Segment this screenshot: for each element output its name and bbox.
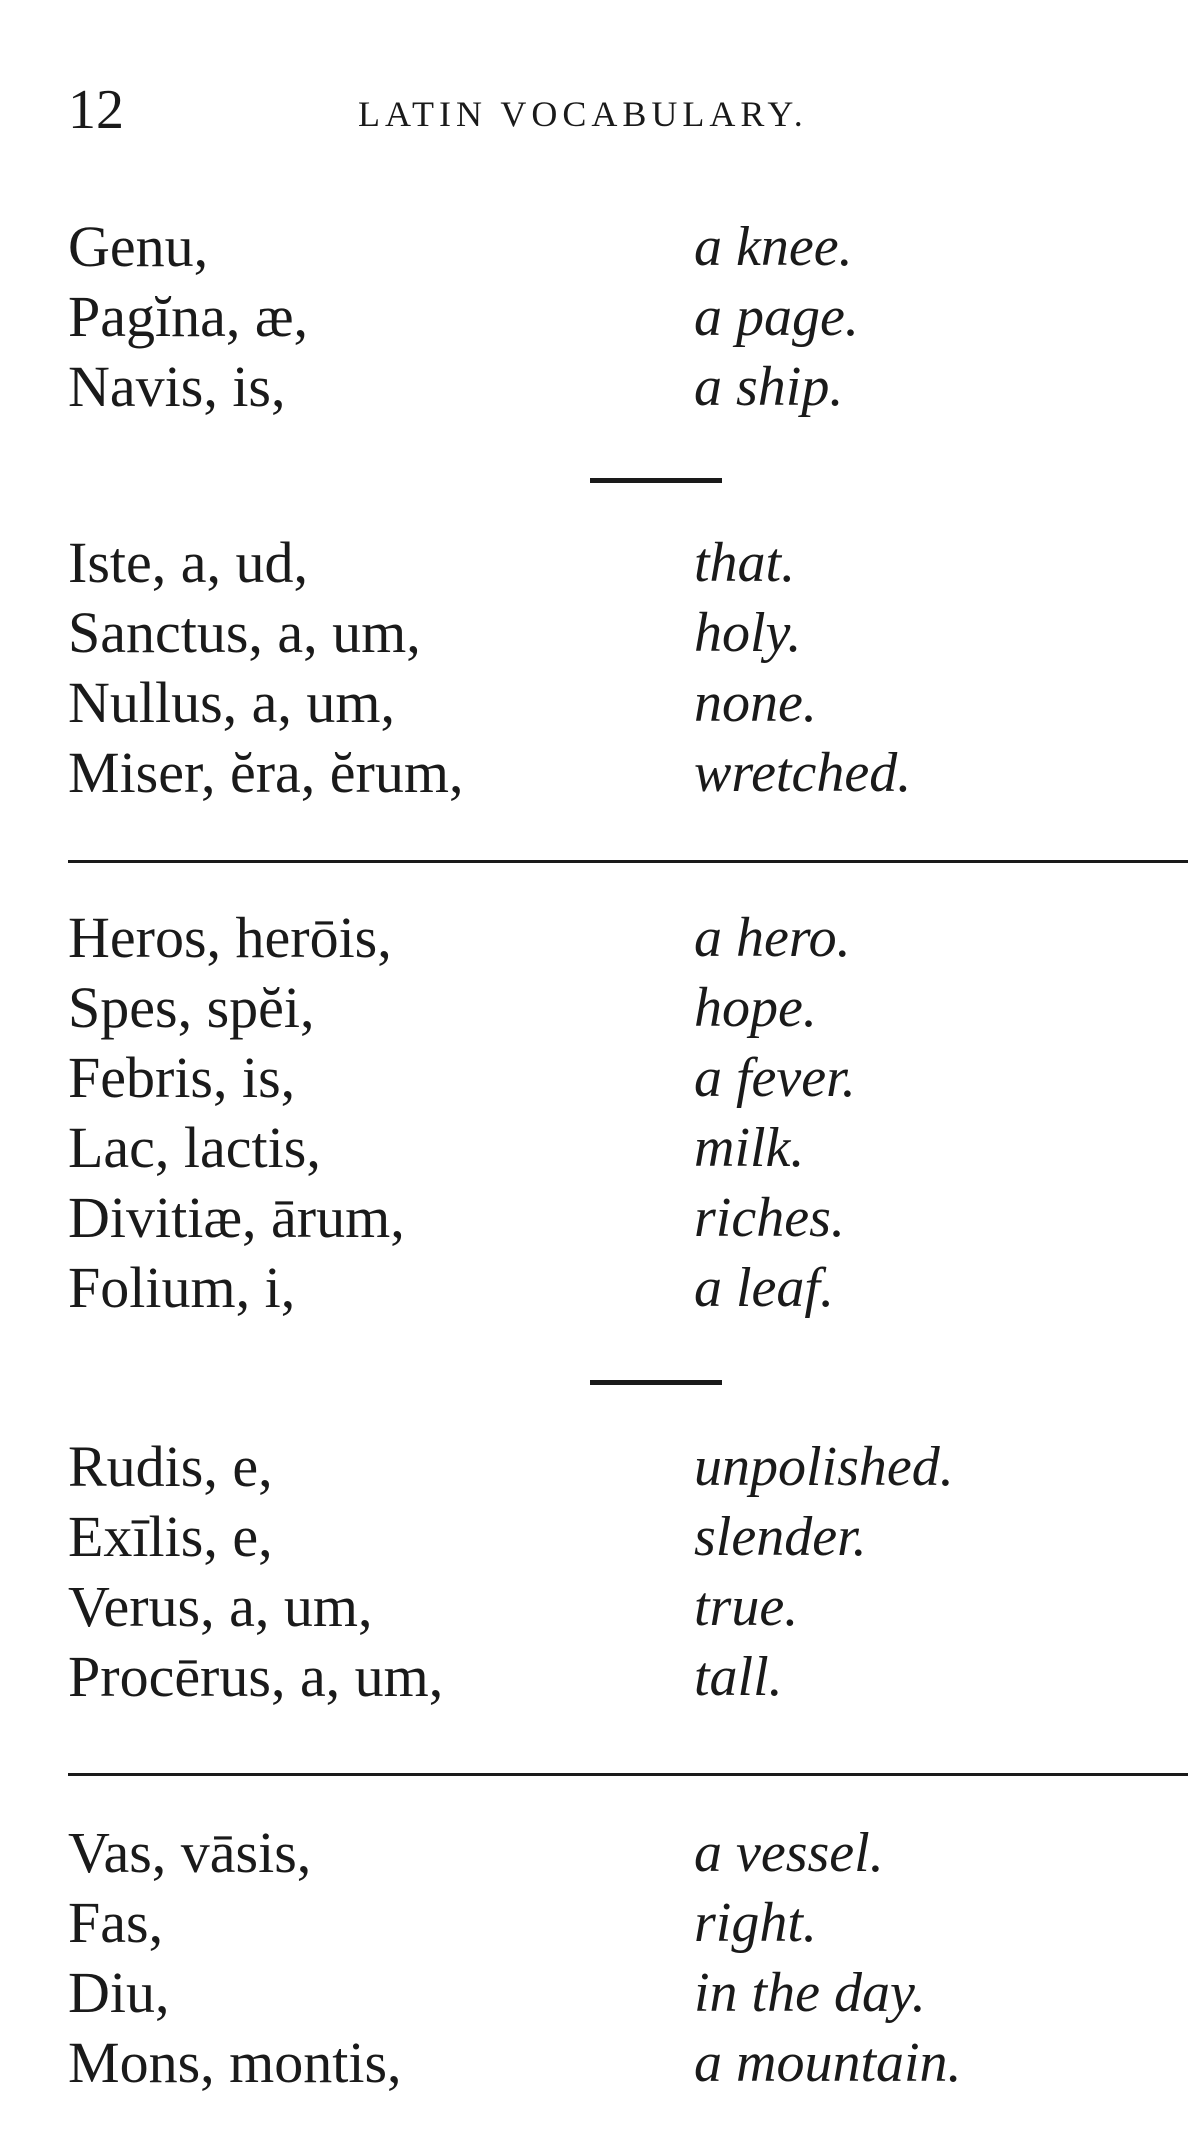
latin-word: Genu, [68, 214, 209, 279]
vocab-group-3 [68, 903, 1108, 1323]
latin-word: Iste, a, ud, [68, 530, 308, 595]
vocab-entry [68, 1958, 1108, 2028]
latin-word: Lac, lactis, [68, 1115, 321, 1180]
vocab-entry [68, 212, 1108, 282]
latin-word: Pagĭna, æ, [68, 284, 309, 349]
vocab-entry [68, 598, 1108, 668]
vocab-group-4 [68, 1432, 1108, 1712]
vocab-entry [68, 668, 1108, 738]
latin-word: Fas, [68, 1890, 164, 1955]
vocab-entry [68, 1432, 1108, 1502]
english-meaning: a fever. [694, 1047, 856, 1109]
vocab-entry [68, 903, 1108, 973]
page-number: 12 [68, 79, 124, 141]
vocab-group-2 [68, 528, 1108, 808]
english-meaning: slender. [694, 1506, 867, 1568]
long-divider [68, 860, 1188, 863]
english-meaning: none. [694, 672, 817, 734]
short-divider [590, 1380, 722, 1385]
latin-word: Divitiæ, ārum, [68, 1185, 405, 1250]
english-meaning: tall. [694, 1646, 783, 1708]
latin-word: Procērus, a, um, [68, 1644, 444, 1709]
english-meaning: a page. [694, 286, 859, 348]
english-meaning: that. [694, 532, 796, 594]
vocab-entry [68, 1572, 1108, 1642]
vocab-entry [68, 2028, 1108, 2098]
latin-word: Folium, i, [68, 1255, 296, 1320]
english-meaning: wretched. [694, 742, 912, 804]
latin-word: Heros, herōis, [68, 905, 392, 970]
latin-word: Diu, [68, 1960, 170, 2025]
running-title: LATIN VOCABULARY. [358, 94, 808, 134]
vocab-entry [68, 1113, 1108, 1183]
latin-word: Navis, is, [68, 354, 286, 419]
latin-word: Sanctus, a, um, [68, 600, 421, 665]
page-header [68, 70, 1128, 150]
english-meaning: hope. [694, 977, 817, 1039]
english-meaning: milk. [694, 1117, 805, 1179]
short-divider [590, 478, 722, 483]
english-meaning: holy. [694, 602, 802, 664]
vocab-entry [68, 973, 1108, 1043]
vocab-entry [68, 1183, 1108, 1253]
english-meaning: a knee. [694, 216, 853, 278]
english-meaning: riches. [694, 1187, 845, 1249]
latin-word: Febris, is, [68, 1045, 296, 1110]
latin-word: Vas, vāsis, [68, 1820, 312, 1885]
vocab-entry [68, 1253, 1108, 1323]
english-meaning: right. [694, 1892, 817, 1954]
vocab-entry [68, 738, 1108, 808]
vocab-entry [68, 528, 1108, 598]
latin-word: Miser, ĕra, ĕrum, [68, 740, 464, 805]
long-divider [68, 1773, 1188, 1776]
english-meaning: a hero. [694, 907, 851, 969]
vocab-entry [68, 1888, 1108, 1958]
english-meaning: a vessel. [694, 1822, 884, 1884]
vocab-entry [68, 1642, 1108, 1712]
vocab-entry [68, 1818, 1108, 1888]
latin-word: Verus, a, um, [68, 1574, 373, 1639]
latin-word: Rudis, e, [68, 1434, 273, 1499]
vocab-entry [68, 282, 1108, 352]
vocab-group-5 [68, 1818, 1108, 2098]
english-meaning: unpolished. [694, 1436, 954, 1498]
english-meaning: in the day. [694, 1962, 926, 2024]
vocab-entry [68, 1043, 1108, 1113]
vocab-entry [68, 1502, 1108, 1572]
latin-word: Spes, spĕi, [68, 975, 315, 1040]
latin-word: Nullus, a, um, [68, 670, 396, 735]
english-meaning: a ship. [694, 356, 844, 418]
vocab-entry [68, 352, 1108, 422]
english-meaning: true. [694, 1576, 799, 1638]
english-meaning: a leaf. [694, 1257, 834, 1319]
latin-word: Exīlis, e, [68, 1504, 273, 1569]
vocab-group-1 [68, 212, 1108, 422]
english-meaning: a mountain. [694, 2032, 962, 2094]
latin-word: Mons, montis, [68, 2030, 402, 2095]
